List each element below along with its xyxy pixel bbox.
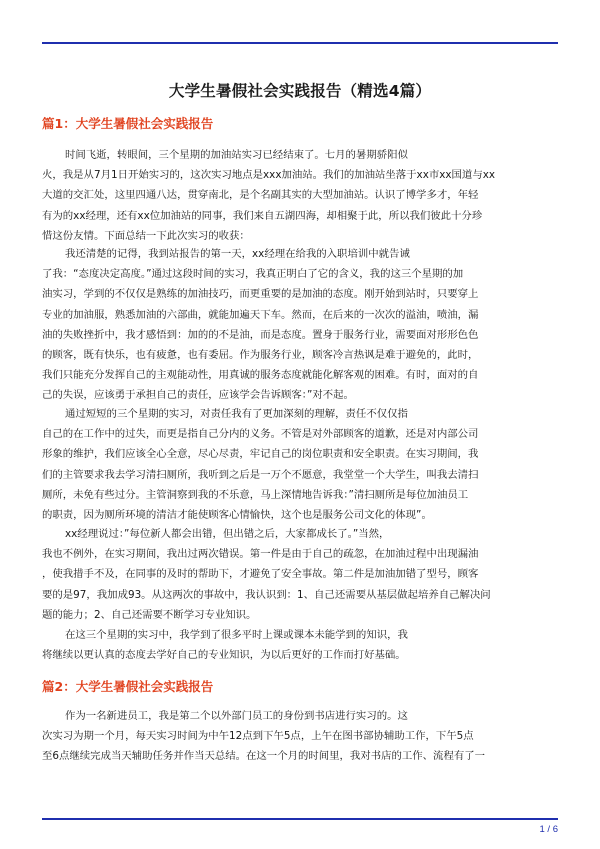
paragraph-line: 我们只能充分发挥自己的主观能动性，用真诚的服务态度就能化解客观的困难。有时，面对的自 <box>42 369 479 382</box>
paragraph-line: 题的能力；2、自己还需要不断学习专业知识。 <box>42 608 257 621</box>
document-title: 大学生暑假社会实践报告（精选4篇） <box>168 82 432 100</box>
section-heading-2: 篇2：大学生暑假社会实践报告 <box>42 679 214 694</box>
paragraph-line: 作为一名新进员工，我是第二个以外部门员工的身份到书店进行实习的。这 <box>65 710 408 722</box>
paragraph <box>42 145 558 246</box>
paragraph-line: 我也不例外，在实习期间，我出过两次错误。第一件是由于自己的疏忽，在加油过程中出现漏油 <box>42 548 479 561</box>
paragraph-line: 厕所，未免有些过分。主管洞察到我的不乐意，马上深情地告诉我：”清扫厕所是每位加油员工 <box>42 488 469 501</box>
paragraph-line: xx经理说过：”每位新人都会出错，但出错之后，大家都成长了。”当然， <box>65 528 390 540</box>
paragraph-line: 惜这份友情。下面总结一下此次实习的收获： <box>42 229 250 242</box>
paragraph-line: 通过短短的三个星期的实习，对责任我有了更加深刻的理解，责任不仅仅指 <box>65 408 408 420</box>
paragraph-line: 将继续以更认真的态度去学好自己的专业知识，为以后更好的工作而打好基础。 <box>42 649 406 662</box>
paragraph-line: 油的失败挫折中，我才感悟到：加的的不是油，而是态度。置身于服务行业，需要面对形形色色 <box>42 328 479 341</box>
paragraph <box>42 625 558 665</box>
page-indicator: 1 / 6 <box>539 824 558 835</box>
paragraph-line: 次实习为期一个月，每天实习时间为中午12点到下午5点，上午在图书部协辅助工作，下午5点 <box>42 730 474 743</box>
paragraph-line: 的顾客，既有快乐，也有疲惫，也有委屈。作为服务行业，顾客冷言热讽是难于避免的，此时， <box>42 348 479 361</box>
paragraph-line: 时间飞逝，转眼间，三个星期的加油站实习已经结束了。七月的暑期骄阳似 <box>65 149 408 161</box>
paragraph <box>42 404 558 525</box>
paragraph-line: ，使我措手不及，在同事的及时的帮助下，才避免了安全事故。第二件是加油加错了型号，顾客 <box>42 568 479 581</box>
paragraph-line: 们的主管要求我去学习清扫厕所，我听到之后是一万个不愿意，我堂堂一个大学生，叫我去清扫 <box>42 468 479 481</box>
paragraph-line: 至6点继续完成当天辅助任务并作当天总结。在这一个月的时间里，我对书店的工作、流程有了一 <box>42 750 486 763</box>
paragraph-line: 在这三个星期的实习中，我学到了很多平时上课或课本未能学到的知识，我 <box>65 629 408 641</box>
paragraph-line: 自己的在工作中的过失，而更是指自己分内的义务。不管是对外部顾客的道歉，还是对内部公司 <box>42 428 479 441</box>
paragraph-line: 有为的xx经理，还有xx位加油站的同事，我们来自五湖四海，却相聚于此，所以我们彼此十分珍 <box>42 209 483 222</box>
paragraph <box>42 524 558 625</box>
footer-rule <box>42 818 558 820</box>
paragraph-line: 的职责，因为厕所环境的清洁才能使顾客心情愉快，这个也是服务公司文化的体现”。 <box>42 508 432 521</box>
paragraph-line: 大道的交汇处，这里四通八达，贯穿南北，是个名副其实的大型加油站。认识了博学多才，年轻 <box>42 189 479 202</box>
paragraph-line: 专业的加油服，熟悉加油的六部曲，就能加遍天下车。然而，在后来的一次次的溢油，喷油，漏 <box>42 308 479 321</box>
paragraph-line: 油实习，学到的不仅仅是熟练的加油技巧，而更重要的是加油的态度。刚开始到站时，只要穿上 <box>42 288 479 301</box>
section-heading-1: 篇1：大学生暑假社会实践报告 <box>42 116 214 131</box>
paragraph-line: 形象的维护，我们应该全心全意，尽心尽责，牢记自己的岗位职责和安全职责。在实习期间，我 <box>42 448 479 461</box>
paragraph-line: 己的失误，应该勇于承担自己的责任，应该学会告诉顾客：”对不起。 <box>42 389 354 402</box>
paragraph-line: 我还清楚的记得，我到站报告的第一天，xx经理在给我的入职培训中就告诫 <box>65 248 410 260</box>
paragraph <box>42 244 558 406</box>
paragraph-line: 要的是97，我加成93。从这两次的事故中，我认识到：1、自己还需要从基层做起培养自己解决问 <box>42 588 491 601</box>
header-rule <box>42 42 558 44</box>
paragraph <box>42 706 558 767</box>
paragraph-line: 了我：“态度决定高度。”通过这段时间的实习，我真正明白了它的含义，我的这三个星期的加 <box>42 268 464 281</box>
paragraph-line: 火，我是从7月1日开始实习的，这次实习地点是xxx加油站。我们的加油站坐落于xx市xx国道与xx <box>42 169 496 182</box>
